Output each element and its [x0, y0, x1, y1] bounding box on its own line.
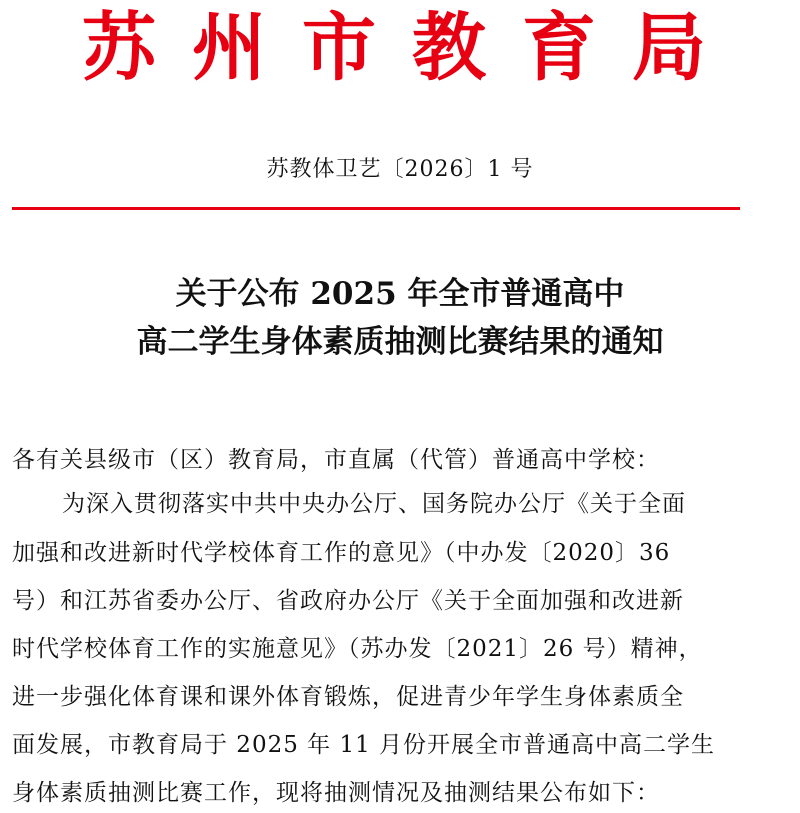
document-number: 苏教体卫艺〔2026〕1 号: [266, 157, 534, 182]
red-divider-line: [12, 207, 740, 210]
body-paragraph-line: 加强和改进新时代学校体育工作的意见》（中办发〔2020〕36: [12, 540, 671, 566]
body-paragraph-line: 号）和江苏省委办公厅、省政府办公厅《关于全面加强和改进新: [12, 588, 684, 614]
notice-title-line-2: 高二学生身体素质抽测比赛结果的通知: [136, 324, 664, 360]
body-paragraph-line: 时代学校体育工作的实施意见》（苏办发〔2021〕26 号）精神，: [12, 636, 703, 662]
body-paragraph-line: 面发展，市教育局于 2025 年 11 月份开展全市普通高中高二学生: [12, 732, 716, 758]
body-paragraph-line: 身体素质抽测比赛工作，现将抽测情况及抽测结果公布如下：: [12, 780, 660, 806]
salutation: 各有关县级市（区）教育局，市直属（代管）普通高中学校：: [12, 447, 660, 473]
notice-title-line-1: 关于公布 2025 年全市普通高中: [175, 276, 625, 312]
body-paragraph-line: 进一步强化体育课和课外体育锻炼，促进青少年学生身体素质全: [12, 684, 684, 710]
agency-masthead: 苏州市教育局: [82, 5, 742, 91]
body-paragraph-line: 为深入贯彻落实中共中央办公厅、国务院办公厅《关于全面: [62, 491, 686, 517]
